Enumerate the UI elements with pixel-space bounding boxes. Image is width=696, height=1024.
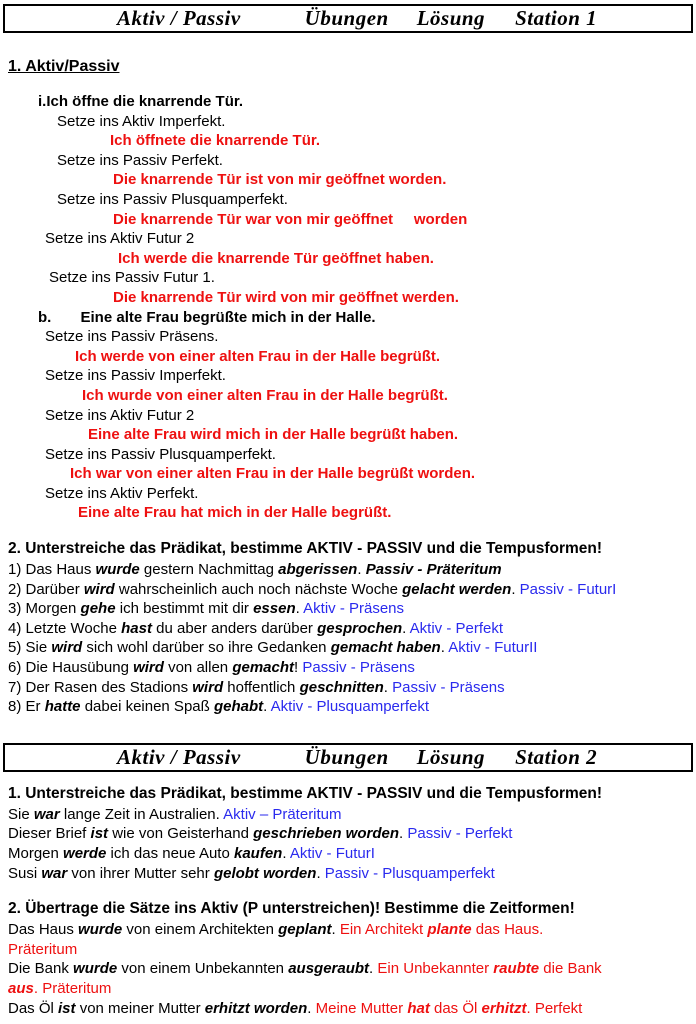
text-segment: Ein Architekt bbox=[339, 921, 428, 939]
text-segment: b. Eine alte Frau begrüßte mich in der Halle. bbox=[38, 308, 376, 326]
text-line bbox=[0, 445, 696, 465]
text-segment: du aber anders darüber bbox=[151, 619, 318, 637]
text-segment: 4) Letzte Woche bbox=[8, 619, 122, 637]
text-segment: erhitzt bbox=[481, 999, 527, 1017]
text-line bbox=[0, 658, 696, 678]
station2-title: Aktiv / Passiv bbox=[117, 744, 241, 769]
text-line bbox=[0, 249, 696, 269]
text-line bbox=[0, 503, 696, 523]
text-line bbox=[0, 170, 696, 190]
text-segment: Das Öl bbox=[8, 999, 59, 1017]
text-line bbox=[0, 824, 696, 844]
text-segment: Aktiv - FuturII bbox=[448, 639, 538, 657]
station2-exercise2 bbox=[0, 920, 696, 1018]
station2-header-box bbox=[3, 743, 693, 772]
text-segment: gehe bbox=[80, 600, 116, 618]
text-segment: von einem Unbekannten bbox=[117, 960, 289, 978]
text-line bbox=[0, 308, 696, 328]
text-segment: Ich wurde von einer alten Frau in der Halle begrüßt. bbox=[82, 386, 448, 404]
station2-section1-heading: 1. Unterstreiche das Prädikat, bestimme AKTIV - PASSIV und die Tempusformen! bbox=[8, 784, 603, 802]
text-line bbox=[0, 844, 696, 864]
text-segment: . bbox=[402, 619, 410, 637]
text-segment: Eine alte Frau hat mich in der Halle begrüßt. bbox=[78, 504, 392, 522]
text-segment: dabei keinen Spaß bbox=[80, 698, 214, 716]
text-segment: 8) Er bbox=[8, 698, 45, 716]
text-segment: ist bbox=[90, 825, 109, 843]
text-segment: von einem Architekten bbox=[122, 921, 279, 939]
text-segment: hoffentlich bbox=[223, 678, 300, 696]
text-line bbox=[0, 999, 696, 1019]
text-line bbox=[0, 131, 696, 151]
text-segment: wird bbox=[83, 580, 115, 598]
text-segment: sich wohl darüber so ihre Gedanken bbox=[82, 639, 331, 657]
text-segment: geschnitten bbox=[299, 678, 384, 696]
station1-title: Aktiv / Passiv bbox=[117, 6, 241, 30]
text-segment: wird bbox=[192, 678, 224, 696]
text-segment: hat bbox=[407, 999, 430, 1017]
text-segment: Die knarrende Tür ist von mir geöffnet worden. bbox=[113, 171, 447, 189]
text-segment: kaufen bbox=[234, 845, 283, 862]
text-segment: Morgen bbox=[8, 845, 64, 862]
text-line bbox=[0, 347, 696, 367]
text-segment: das Öl bbox=[429, 999, 482, 1017]
text-segment: Setze ins Passiv Imperfekt. bbox=[45, 367, 226, 385]
text-segment: war bbox=[33, 805, 60, 823]
text-line bbox=[0, 112, 696, 132]
station2-section2-heading: 2. Übertrage die Sätze ins Aktiv (P unterstreichen)! Bestimme die Zeitformen! bbox=[8, 900, 575, 918]
text-segment: wird bbox=[51, 639, 83, 657]
text-segment: . bbox=[399, 825, 408, 843]
text-segment: geplant bbox=[278, 921, 332, 939]
text-segment: von ihrer Mutter sehr bbox=[67, 864, 214, 882]
text-segment: gestern Nachmittag bbox=[139, 561, 279, 579]
text-segment: wurde bbox=[73, 960, 118, 978]
text-line bbox=[0, 92, 696, 112]
text-segment: Aktiv - FuturI bbox=[289, 845, 375, 862]
station2-station-label: Station 2 bbox=[515, 744, 598, 769]
text-segment: werde bbox=[63, 845, 107, 862]
text-segment: geschrieben worden bbox=[253, 825, 399, 843]
text-segment: . bbox=[307, 999, 316, 1017]
station2-loesung-label: Lösung bbox=[416, 744, 486, 769]
station1-station-label: Station 1 bbox=[515, 6, 598, 30]
station1-header-box bbox=[3, 4, 693, 33]
text-segment: Aktiv - Perfekt bbox=[409, 619, 503, 637]
text-segment: gelacht werden bbox=[402, 580, 512, 598]
text-segment: ausgeraubt bbox=[288, 960, 370, 978]
text-segment: . bbox=[263, 698, 271, 716]
text-segment: Setze ins Passiv Plusquamperfekt. bbox=[57, 190, 288, 208]
text-line bbox=[0, 959, 696, 979]
text-segment: Ein Unbekannter bbox=[377, 960, 494, 978]
text-segment: Susi bbox=[8, 864, 42, 882]
text-line bbox=[0, 638, 696, 658]
text-segment: lange Zeit in Australien. bbox=[59, 805, 224, 823]
text-segment: ich das neue Auto bbox=[106, 845, 234, 862]
text-line bbox=[0, 920, 696, 940]
text-line bbox=[0, 805, 696, 825]
text-line bbox=[0, 425, 696, 445]
text-line bbox=[0, 697, 696, 717]
text-segment: das Haus. bbox=[471, 921, 544, 939]
text-segment: . bbox=[369, 960, 378, 978]
text-segment: ist bbox=[58, 999, 76, 1017]
text-segment: Passiv - FuturI bbox=[519, 580, 617, 598]
text-segment: 3) Morgen bbox=[8, 600, 81, 618]
text-segment: . Perfekt bbox=[526, 999, 583, 1017]
text-segment: ich bestimmt mit dir bbox=[115, 600, 254, 618]
station2-uebungen-label: Übungen bbox=[304, 744, 389, 769]
text-line bbox=[0, 599, 696, 619]
text-line bbox=[0, 210, 696, 230]
text-segment: Die Bank bbox=[8, 960, 74, 978]
text-line bbox=[0, 288, 696, 308]
text-segment: Setze ins Aktiv Futur 2 bbox=[45, 230, 195, 248]
text-segment: wurde bbox=[78, 921, 123, 939]
text-segment: von allen bbox=[163, 659, 233, 677]
worksheet-page bbox=[0, 4, 696, 1024]
text-segment: Passiv - Perfekt bbox=[407, 825, 513, 843]
text-segment: plante bbox=[427, 921, 472, 939]
text-segment: abgerissen bbox=[278, 561, 358, 579]
text-segment: gemacht haben bbox=[330, 639, 441, 657]
text-segment: Setze ins Passiv Präsens. bbox=[45, 328, 219, 346]
text-line bbox=[0, 366, 696, 386]
text-segment: 5) Sie bbox=[8, 639, 52, 657]
text-segment: . Präteritum bbox=[33, 979, 112, 997]
text-segment: raubte bbox=[493, 960, 540, 978]
station2-exercise1 bbox=[0, 805, 696, 883]
text-line bbox=[0, 580, 696, 600]
text-segment: gesprochen bbox=[317, 619, 403, 637]
text-segment: wurde bbox=[95, 561, 140, 579]
station1-loesung-label: Lösung bbox=[416, 6, 486, 30]
text-segment: i.Ich öffne die knarrende Tür. bbox=[38, 93, 244, 110]
text-segment: Setze ins Aktiv Perfekt. bbox=[45, 484, 199, 502]
text-line bbox=[0, 229, 696, 249]
text-segment: Die knarrende Tür war von mir geöffnet worden bbox=[113, 210, 468, 228]
text-segment: Sie bbox=[8, 805, 34, 823]
station1-section1-heading: 1. Aktiv/Passiv bbox=[8, 58, 120, 75]
text-segment: essen bbox=[253, 600, 296, 618]
text-segment: Setze ins Passiv Futur 1. bbox=[49, 269, 215, 287]
text-segment: Ich werde von einer alten Frau in der Halle begrüßt. bbox=[75, 347, 441, 365]
text-segment: . bbox=[331, 921, 340, 939]
text-segment: Ich öffnete die knarrende Tür. bbox=[110, 132, 321, 150]
text-line bbox=[0, 268, 696, 288]
text-segment: Eine alte Frau wird mich in der Halle begrüßt haben. bbox=[88, 426, 459, 444]
text-segment: aus bbox=[8, 979, 34, 997]
text-segment: hatte bbox=[44, 698, 81, 716]
text-segment: Das Haus bbox=[8, 921, 79, 939]
station1-exercise2 bbox=[0, 560, 696, 717]
text-line bbox=[0, 864, 696, 884]
text-segment: gehabt bbox=[213, 698, 264, 716]
text-segment: Die knarrende Tür wird von mir geöffnet werden. bbox=[113, 288, 459, 306]
text-line bbox=[0, 406, 696, 426]
text-segment: . bbox=[383, 678, 393, 696]
text-segment: Dieser Brief bbox=[8, 825, 91, 843]
text-segment: Setze ins Aktiv Futur 2 bbox=[45, 406, 195, 424]
text-segment: gelobt worden bbox=[213, 864, 317, 882]
text-segment: . bbox=[295, 600, 304, 618]
text-segment: Setze ins Aktiv Imperfekt. bbox=[57, 112, 226, 130]
station1-exercise1 bbox=[0, 92, 696, 523]
text-line bbox=[0, 619, 696, 639]
text-segment: Passiv - Präsens bbox=[392, 678, 505, 696]
station1-section2-heading: 2. Unterstreiche das Prädikat, bestimme AKTIV - PASSIV und die Tempusformen! bbox=[8, 540, 603, 558]
text-segment: Meine Mutter bbox=[315, 999, 408, 1017]
text-segment: . bbox=[316, 864, 325, 882]
text-segment: wird bbox=[133, 659, 164, 677]
station1-uebungen-label: Übungen bbox=[304, 6, 389, 30]
text-segment: die Bank bbox=[539, 960, 602, 978]
text-line bbox=[0, 560, 696, 580]
text-segment: Passiv - Plusquamperfekt bbox=[324, 864, 495, 882]
text-segment: Aktiv - Präsens bbox=[303, 600, 405, 618]
text-segment: . bbox=[282, 845, 290, 862]
text-segment: wie von Geisterhand bbox=[108, 825, 254, 843]
text-segment: Ich war von einer alten Frau in der Halle begrüßt worden. bbox=[70, 465, 476, 483]
text-segment: 2) Darüber bbox=[8, 580, 84, 598]
text-segment: von meiner Mutter bbox=[75, 999, 205, 1017]
text-segment: erhitzt worden bbox=[204, 999, 308, 1017]
text-segment: 6) Die Hausübung bbox=[8, 659, 134, 677]
text-segment: Setze ins Passiv Perfekt. bbox=[57, 151, 223, 169]
text-segment: 7) Der Rasen des Stadions bbox=[8, 678, 193, 696]
text-segment: war bbox=[41, 864, 68, 882]
text-segment: . bbox=[511, 580, 520, 598]
text-segment: gemacht bbox=[232, 659, 294, 677]
text-segment: Aktiv - Plusquamperfekt bbox=[270, 698, 430, 716]
text-line bbox=[0, 979, 696, 999]
text-segment: 1) Das Haus bbox=[8, 561, 96, 579]
text-segment: Setze ins Passiv Plusquamperfekt. bbox=[45, 445, 276, 463]
text-segment: hast bbox=[121, 619, 152, 637]
text-line bbox=[0, 464, 696, 484]
text-segment: Aktiv – Präteritum bbox=[223, 805, 342, 823]
text-segment: . bbox=[357, 561, 366, 579]
text-line bbox=[0, 484, 696, 504]
text-segment: . bbox=[440, 639, 449, 657]
text-line bbox=[0, 190, 696, 210]
text-line bbox=[0, 940, 696, 960]
text-segment: wahrscheinlich auch noch nächste Woche bbox=[114, 580, 403, 598]
text-segment: Ich werde die knarrende Tür geöffnet haben. bbox=[118, 249, 434, 267]
text-line bbox=[0, 386, 696, 406]
text-line bbox=[0, 678, 696, 698]
text-line bbox=[0, 327, 696, 347]
text-segment: ! bbox=[294, 659, 303, 677]
text-segment: Passiv - Präsens bbox=[302, 659, 415, 677]
text-line bbox=[0, 151, 696, 171]
text-segment: Präteritum bbox=[8, 940, 78, 958]
text-segment: Passiv - Präteritum bbox=[365, 561, 502, 579]
